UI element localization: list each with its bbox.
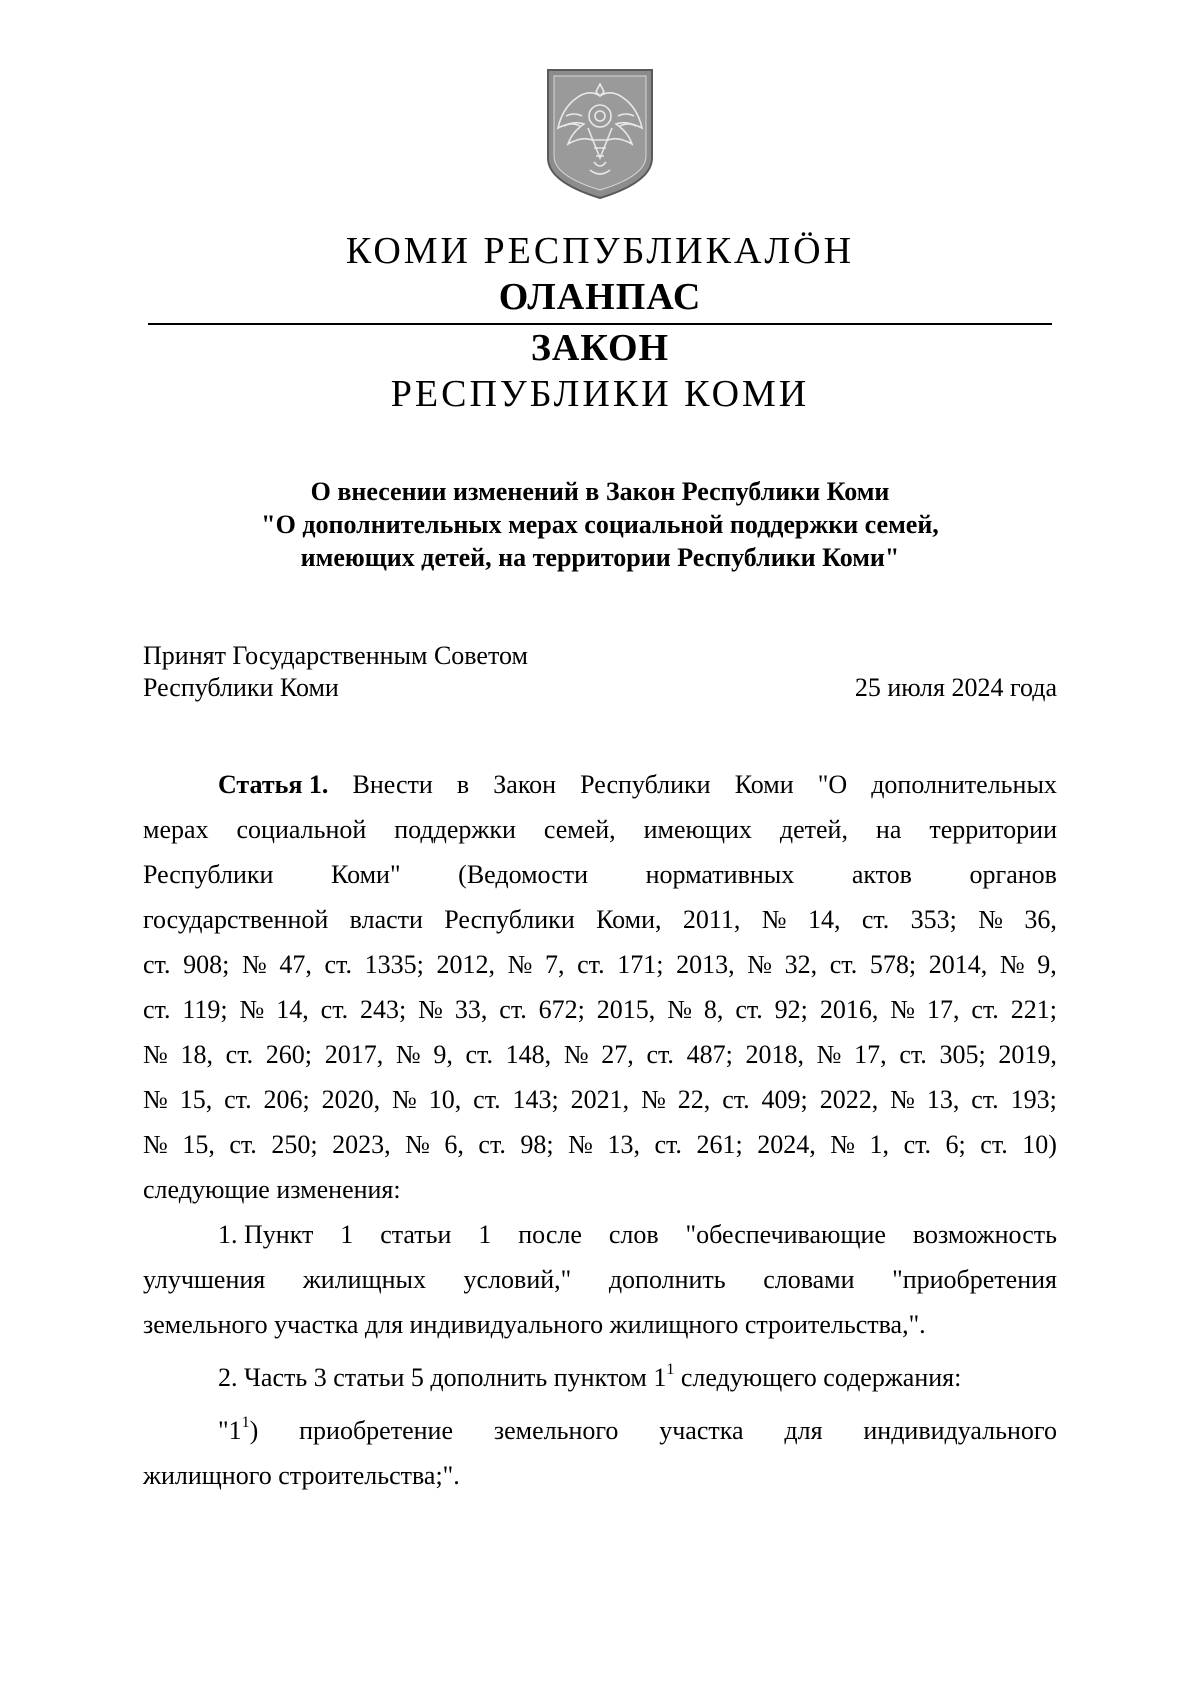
header-olanpas: ОЛАНПАС	[498, 276, 702, 318]
word: 672;	[538, 995, 585, 1024]
word: 1,	[869, 1130, 890, 1159]
word: 487;	[686, 1040, 733, 1069]
word: 18,	[180, 1040, 213, 1069]
word: поддержки	[394, 815, 516, 844]
word: 908;	[183, 950, 230, 979]
word: №	[747, 950, 772, 979]
word: государственной	[143, 905, 329, 934]
word: ст.	[861, 905, 890, 934]
word: ст.	[478, 1130, 506, 1159]
word: 1. Пункт	[218, 1220, 314, 1249]
word: на	[875, 815, 902, 844]
adoption-date: 25 июля 2024 года	[854, 673, 1057, 702]
word: 8,	[703, 995, 724, 1024]
word: ст.	[224, 1085, 252, 1114]
word: 10,	[428, 1085, 462, 1114]
word: 92;	[774, 995, 808, 1024]
word: №	[568, 1130, 593, 1159]
word: 1	[478, 1220, 492, 1249]
word: имеющих	[643, 815, 752, 844]
word: индивидуального	[863, 1416, 1057, 1445]
quote-line-2-text: жилищного строительства;".	[143, 1461, 460, 1490]
word: 17,	[926, 995, 960, 1024]
word: 27,	[601, 1040, 634, 1069]
item-2-line	[143, 1355, 1057, 1400]
word: Республики	[143, 860, 274, 889]
word: №	[978, 905, 1004, 934]
word: 98;	[520, 1130, 554, 1159]
article-1-line-10-text: следующие изменения:	[143, 1175, 401, 1204]
word: №	[405, 1130, 430, 1159]
quote-open: "1	[218, 1416, 242, 1445]
word: семей,	[543, 815, 616, 844]
quote-superscript: 1	[241, 1414, 250, 1432]
word: ст.	[899, 1040, 927, 1069]
word: ст.	[143, 995, 171, 1024]
word: мерах	[143, 815, 209, 844]
word: 2015,	[596, 995, 656, 1024]
header-zakon: ЗАКОН	[530, 327, 670, 369]
word: №	[392, 1085, 417, 1114]
word: жилищных	[302, 1265, 426, 1294]
word: ст.	[143, 950, 171, 979]
word: нормативных	[645, 860, 795, 889]
adoption-line-2	[143, 672, 1057, 704]
word: ст.	[320, 995, 349, 1024]
word: территории	[929, 815, 1057, 844]
word: №	[890, 995, 916, 1024]
word: №	[418, 995, 443, 1024]
adoption-block	[143, 640, 1057, 704]
word: 2024,	[757, 1130, 816, 1159]
word: 13,	[607, 1130, 640, 1159]
quote-line-2	[143, 1453, 1057, 1498]
word: словами	[763, 1265, 855, 1294]
header-divider	[148, 323, 1052, 325]
word: 7,	[545, 950, 565, 979]
word: "О	[817, 770, 848, 799]
word: ст.	[903, 1130, 932, 1159]
word: дополнительных	[871, 770, 1057, 799]
word: приобретение	[299, 1416, 453, 1445]
adoption-line-1	[143, 640, 1057, 672]
word: власти	[349, 905, 423, 934]
law-title-line-3: имеющих детей, на территории Республики Коми"	[300, 543, 900, 572]
word: органов	[969, 860, 1057, 889]
article-heading: Статья 1.	[218, 770, 329, 799]
word: социальной	[236, 815, 367, 844]
word: улучшения	[143, 1265, 266, 1294]
article-1-line-6	[143, 987, 1057, 1032]
word: 261;	[696, 1130, 743, 1159]
article-1-line-3	[143, 852, 1057, 897]
word: 2020,	[321, 1085, 381, 1114]
item-2-superscript: 1	[666, 1361, 675, 1379]
article-1-line-5	[143, 942, 1057, 987]
komi-coat-of-arms-icon	[544, 66, 656, 200]
item-2-text-after: следующего содержания:	[674, 1363, 962, 1392]
header-komi-line: КОМИ РЕСПУБЛИКАЛÖН	[345, 230, 855, 272]
item-2-text-before: 2. Часть 3 статьи 5 дополнить пунктом 1	[218, 1363, 667, 1392]
word: актов	[851, 860, 912, 889]
quote-close: )	[249, 1416, 259, 1445]
article-1	[143, 762, 1057, 1498]
word: ст.	[225, 1040, 254, 1069]
word: 6,	[444, 1130, 464, 1159]
word: 206;	[263, 1085, 310, 1114]
word: Коми,	[596, 905, 662, 934]
word: 2014,	[928, 950, 988, 979]
word: ст.	[722, 1085, 750, 1114]
article-1-line-9	[143, 1122, 1057, 1167]
word: ст.	[735, 995, 763, 1024]
word: 2018,	[745, 1040, 804, 1069]
word: ст.	[829, 950, 858, 979]
word: 221;	[1010, 995, 1057, 1024]
word: 305;	[939, 1040, 986, 1069]
law-title-line-1: О внесении изменений в Закон Республики Коми	[310, 477, 890, 506]
word: 1335;	[364, 950, 424, 979]
word: 2012,	[436, 950, 495, 979]
word: 14,	[807, 905, 841, 934]
word: №	[890, 1085, 915, 1114]
item-1-line-3	[143, 1302, 1057, 1347]
word: 47,	[279, 950, 312, 979]
word: 9,	[433, 1040, 453, 1069]
word: №	[143, 1085, 168, 1114]
article-1-line-7	[143, 1032, 1057, 1077]
word: 409;	[761, 1085, 808, 1114]
word: №	[830, 1130, 856, 1159]
word: ст.	[646, 1040, 674, 1069]
quote-point-number	[218, 1408, 258, 1453]
word: 2013,	[676, 950, 735, 979]
word: 33,	[454, 995, 488, 1024]
word: №	[239, 995, 265, 1024]
word: ст.	[971, 995, 999, 1024]
word: статьи	[380, 1220, 452, 1249]
item-1-line-3-text: земельного участка для индивидуального жилищного строительства,".	[143, 1310, 926, 1339]
word: №	[395, 1040, 421, 1069]
word: 9,	[1037, 950, 1057, 979]
word: ст.	[499, 995, 527, 1024]
word: №	[563, 1040, 589, 1069]
word: ст.	[971, 1085, 999, 1114]
word: ст.	[324, 950, 352, 979]
word: №	[143, 1040, 168, 1069]
word: 243;	[360, 995, 407, 1024]
word: Коми"	[331, 860, 401, 889]
word: 1	[340, 1220, 354, 1249]
word: ст.	[473, 1085, 501, 1114]
word: условий,"	[463, 1265, 572, 1294]
word: №	[241, 950, 267, 979]
word: возможность	[912, 1220, 1057, 1249]
word: 260;	[265, 1040, 313, 1069]
word: ст.	[465, 1040, 493, 1069]
word: для	[784, 1416, 823, 1445]
word: 6;	[945, 1130, 966, 1159]
adoption-authority: Принят Государственным Советом	[143, 641, 528, 670]
word: №	[667, 995, 692, 1024]
item-1-line-2	[143, 1257, 1057, 1302]
word: Республики	[444, 905, 575, 934]
quote-line-1	[143, 1408, 1057, 1453]
article-1-line-10	[143, 1167, 1057, 1212]
item-1-line-1	[143, 1212, 1057, 1257]
word: "приобретения	[892, 1265, 1057, 1294]
word: 2017,	[324, 1040, 384, 1069]
word: 2011,	[682, 905, 741, 934]
word: 250;	[271, 1130, 318, 1159]
word: 119;	[182, 995, 228, 1024]
article-1-line-2	[143, 807, 1057, 852]
word: 32,	[784, 950, 818, 979]
word: 148,	[505, 1040, 552, 1069]
word: Внести	[352, 770, 433, 799]
word: ст.	[577, 950, 605, 979]
article-1-line-4	[143, 897, 1057, 942]
law-title-line-2: "О дополнительных мерах социальной поддержки семей,	[261, 510, 939, 539]
word: 2016,	[819, 995, 879, 1024]
word: Коми	[734, 770, 794, 799]
word: 193;	[1010, 1085, 1057, 1114]
law-title	[0, 475, 1200, 574]
word: 15,	[179, 1085, 213, 1114]
word: №	[507, 950, 533, 979]
word: №	[999, 950, 1025, 979]
word: 15,	[182, 1130, 215, 1159]
item-2-text	[218, 1355, 961, 1400]
word: (Ведомости	[458, 860, 589, 889]
word: земельного	[493, 1416, 619, 1445]
word: 143;	[512, 1085, 559, 1114]
word: 13,	[926, 1085, 960, 1114]
word: в	[456, 770, 470, 799]
word: ст.	[980, 1130, 1008, 1159]
word: №	[143, 1130, 168, 1159]
word: Закон	[493, 770, 557, 799]
word: №	[641, 1085, 666, 1114]
word: 10)	[1022, 1130, 1057, 1159]
word: участка	[659, 1416, 744, 1445]
word: ст.	[229, 1130, 257, 1159]
word: Республики	[580, 770, 711, 799]
word: 2023,	[332, 1130, 391, 1159]
word: 36,	[1024, 905, 1057, 934]
word: №	[816, 1040, 842, 1069]
word: ст.	[654, 1130, 682, 1159]
word: 2022,	[819, 1085, 879, 1114]
word: 17,	[854, 1040, 887, 1069]
word: слов	[608, 1220, 659, 1249]
word: №	[761, 905, 787, 934]
article-1-line-1	[143, 762, 1057, 807]
word: 353;	[910, 905, 957, 934]
adoption-authority-cont: Республики Коми	[143, 673, 339, 702]
word: дополнить	[608, 1265, 726, 1294]
word: "обеспечивающие	[685, 1220, 886, 1249]
word: 578;	[869, 950, 917, 979]
word: 171;	[617, 950, 664, 979]
word: 2021,	[570, 1085, 630, 1114]
word: 2019,	[998, 1040, 1057, 1069]
article-1-line-8	[143, 1077, 1057, 1122]
word: 22,	[677, 1085, 711, 1114]
header-republic-line: РЕСПУБЛИКИ КОМИ	[390, 373, 810, 415]
word: 14,	[276, 995, 309, 1024]
word: детей,	[779, 815, 848, 844]
word: после	[518, 1220, 582, 1249]
